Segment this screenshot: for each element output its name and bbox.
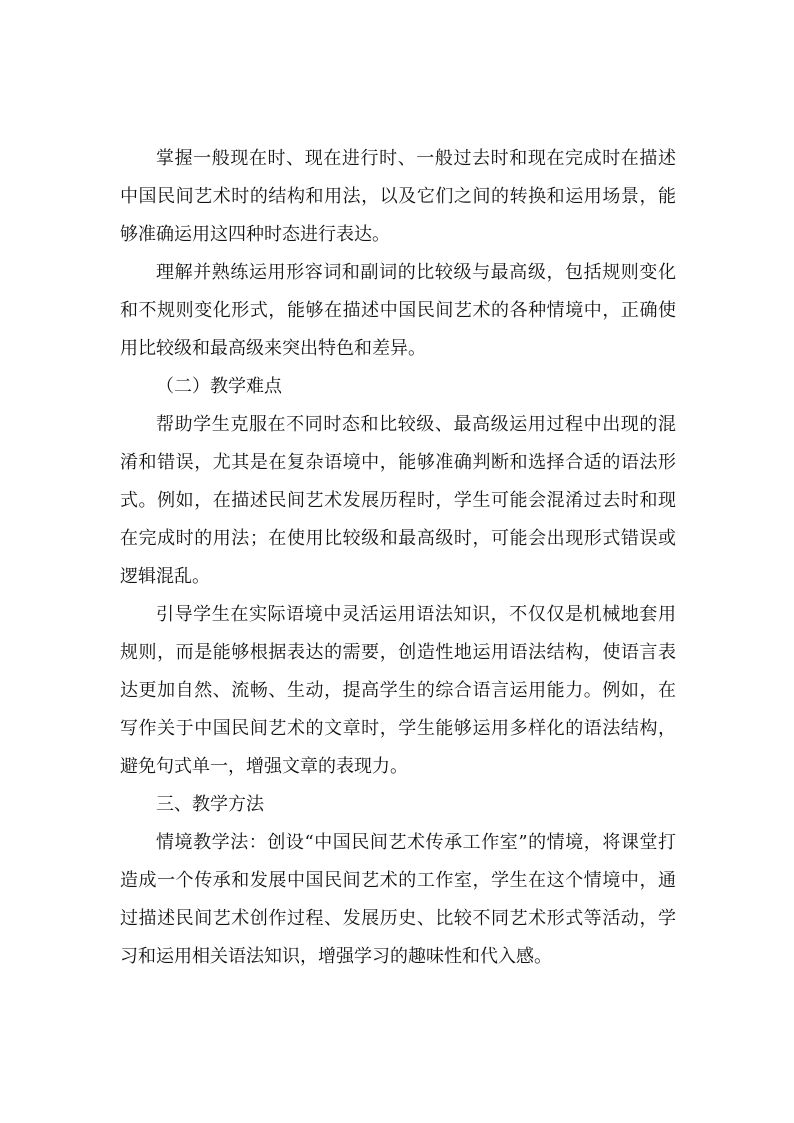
paragraph-difficulty-flexible-use: 引导学生在实际语境中灵活运用语法知识，不仅仅是机械地套用规则，而是能够根据表达的需要，创造性地运用语法结构，使语言表达更加自然、流畅、生动，提高学生的综合语言运用能力。例如，在写作关于中国民间艺术的文章时，学生能够运用多样化的语法结构，避免句式单一，增强文章的表现力。 [120,604,676,777]
paragraph-difficulty-confusion: 帮助学生克服在不同时态和比较级、最高级运用过程中出现的混淆和错误，尤其是在复杂语境中，能够准确判断和选择合适的语法形式。例如，在描述民间艺术发展历程时，学生可能会混淆过去时和现在完成时的用法；在使用比较级和最高级时，可能会出现形式错误或逻辑混乱。 [120,414,676,587]
paragraph-comparatives: 理解并熟练运用形容词和副词的比较级与最高级，包括规则变化和不规则变化形式，能够在描述中国民间艺术的各种情境中，正确使用比较级和最高级来突出特色和差异。 [120,262,676,359]
section-heading-teaching-methods: 三、教学方法 [156,794,264,815]
document-body [120,140,676,976]
paragraph-tenses: 掌握一般现在时、现在进行时、一般过去时和现在完成时在描述中国民间艺术时的结构和用法，以及它们之间的转换和运用场景，能够准确运用这四种时态进行表达。 [120,148,676,245]
section-heading-teaching-difficulties: （二）教学难点 [156,376,282,397]
paragraph-situational-teaching: 情境教学法：创设“中国民间艺术传承工作室”的情境，将课堂打造成一个传承和发展中国民间艺术的工作室，学生在这个情境中，通过描述民间艺术创作过程、发展历史、比较不同艺术形式等活动，学习和运用相关语法知识，增强学习的趣味性和代入感。 [120,832,676,967]
